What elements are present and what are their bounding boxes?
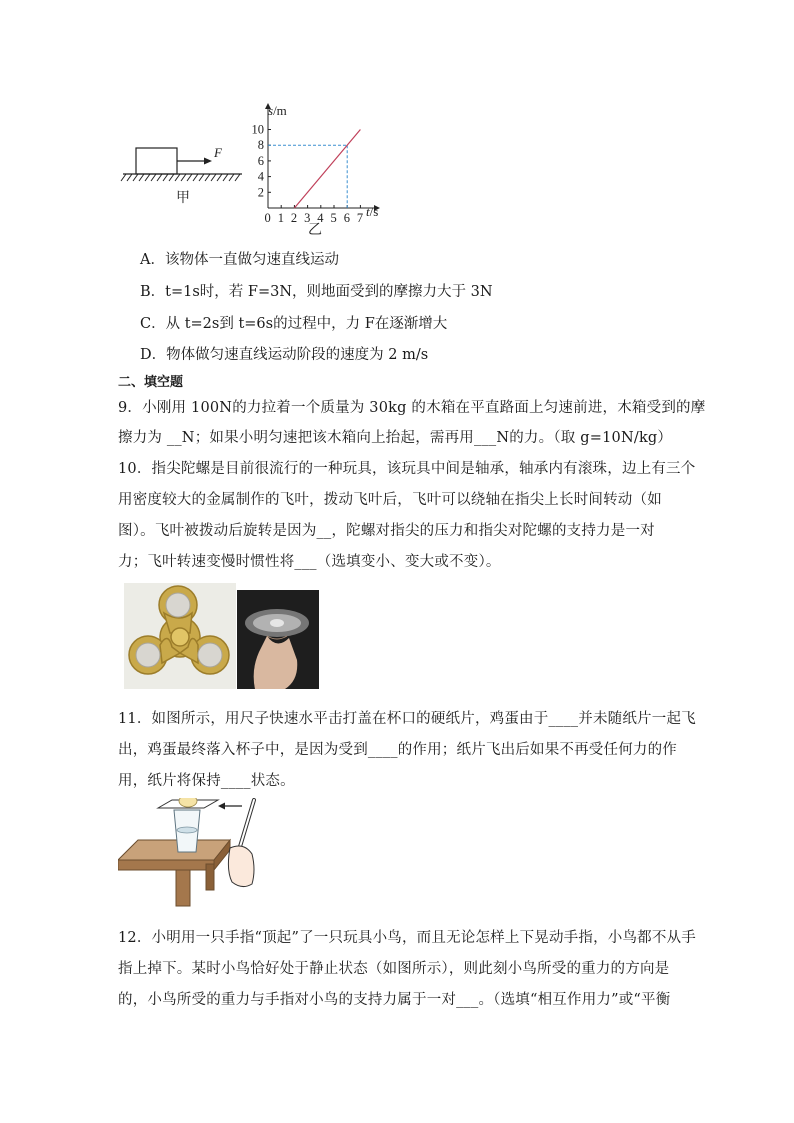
y-tick-label: 8	[257, 138, 264, 153]
figure-jia-caption: 甲	[176, 191, 190, 206]
fidget-spinner-photo	[124, 583, 236, 689]
x-tick-label: 6	[343, 211, 350, 225]
q8-option-c: C．从 t=2s到 t=6s的过程中，力 F在逐渐增大	[140, 316, 448, 332]
section-title: 二、填空题	[118, 375, 184, 390]
figure-yi-chart	[248, 98, 388, 240]
table-front	[118, 860, 214, 870]
series-line	[294, 130, 360, 209]
x-tick-label: 1	[277, 211, 284, 225]
x-tick-label: 5	[330, 211, 337, 225]
egg	[179, 798, 197, 807]
ground-hatch	[121, 174, 240, 181]
y-axis-label: s/m	[268, 103, 287, 118]
q8-option-b: B．t=1s时，若 F=3N，则地面受到的摩擦力大于 3N	[140, 284, 493, 300]
q10-line-2: 用密度较大的金属制作的飞叶，拨动飞叶后，飞叶可以绕轴在指尖上长时间转动（如	[118, 492, 662, 508]
q11-line-2: 出，鸡蛋最终落入杯子中，是因为受到____的作用；纸片飞出后如果不再受任何力的作	[118, 742, 677, 758]
force-label: F	[214, 145, 222, 160]
figure-jia	[118, 140, 248, 210]
q10-line-1: 10．指尖陀螺是目前很流行的一种玩具，该玩具中间是轴承，轴承内有滚珠，边上有三个	[118, 461, 696, 477]
q12-line-3: 的，小鸟所受的重力与手指对小鸟的支持力属于一对___。（选填“相互作用力”或“平衡	[118, 992, 671, 1008]
q9-line-1: 9．小刚用 100N的力拉着一个质量为 30kg 的木箱在平直路面上匀速前进，木箱受到的摩	[118, 400, 706, 416]
y-tick-label: 2	[257, 185, 264, 200]
y-tick-label: 10	[251, 122, 264, 137]
q9-line-2: 擦力为 __N；如果小明匀速把该木箱向上抬起，需再用___N的力。（取 g=10N/kg）	[118, 430, 673, 446]
q10-line-4: 力；飞叶转速变慢时惯性将___（选填变小、变大或不变）。	[118, 554, 501, 570]
x-tick-label: 7	[356, 211, 364, 225]
x-tick-label: 2	[290, 211, 298, 225]
q8-option-a: A．该物体一直做匀速直线运动	[140, 252, 339, 268]
x-tick-label: 4	[317, 211, 324, 225]
egg-cup-table-illustration	[118, 798, 260, 908]
table-leg	[176, 870, 190, 906]
q12-line-2: 指上掉下。某时小鸟恰好处于静止状态（如图所示），则此刻小鸟所受的重力的方向是	[118, 961, 670, 977]
x-tick-label: 0	[264, 211, 271, 225]
q8-option-d: D．物体做匀速直线运动阶段的速度为 2 m/s	[140, 347, 429, 363]
x-tick-label: 3	[304, 211, 311, 225]
q12-line-1: 12．小明用一只手指“顶起”了一只玩具小鸟，而且无论怎样上下晃动手指，小鸟都不从手	[118, 930, 696, 946]
force-arrowhead	[204, 158, 212, 165]
q10-line-3: 图）。飞叶被拨动后旋转是因为__，陀螺对指尖的压力和指尖对陀螺的支持力是一对	[118, 523, 655, 539]
q11-line-3: 用，纸片将保持____状态。	[118, 773, 295, 789]
hand	[228, 846, 254, 887]
y-tick-label: 6	[257, 153, 264, 168]
block	[136, 148, 177, 174]
x-axis-label: t/s	[366, 204, 379, 219]
figure-yi-caption: 乙	[308, 223, 322, 238]
y-tick-label: 4	[257, 169, 264, 184]
spinning-spinner-photo	[237, 590, 319, 689]
table-top	[118, 840, 230, 860]
q11-line-1: 11．如图所示，用尺子快速水平击打盖在杯口的硬纸片，鸡蛋由于____并未随纸片一起飞	[118, 711, 696, 727]
